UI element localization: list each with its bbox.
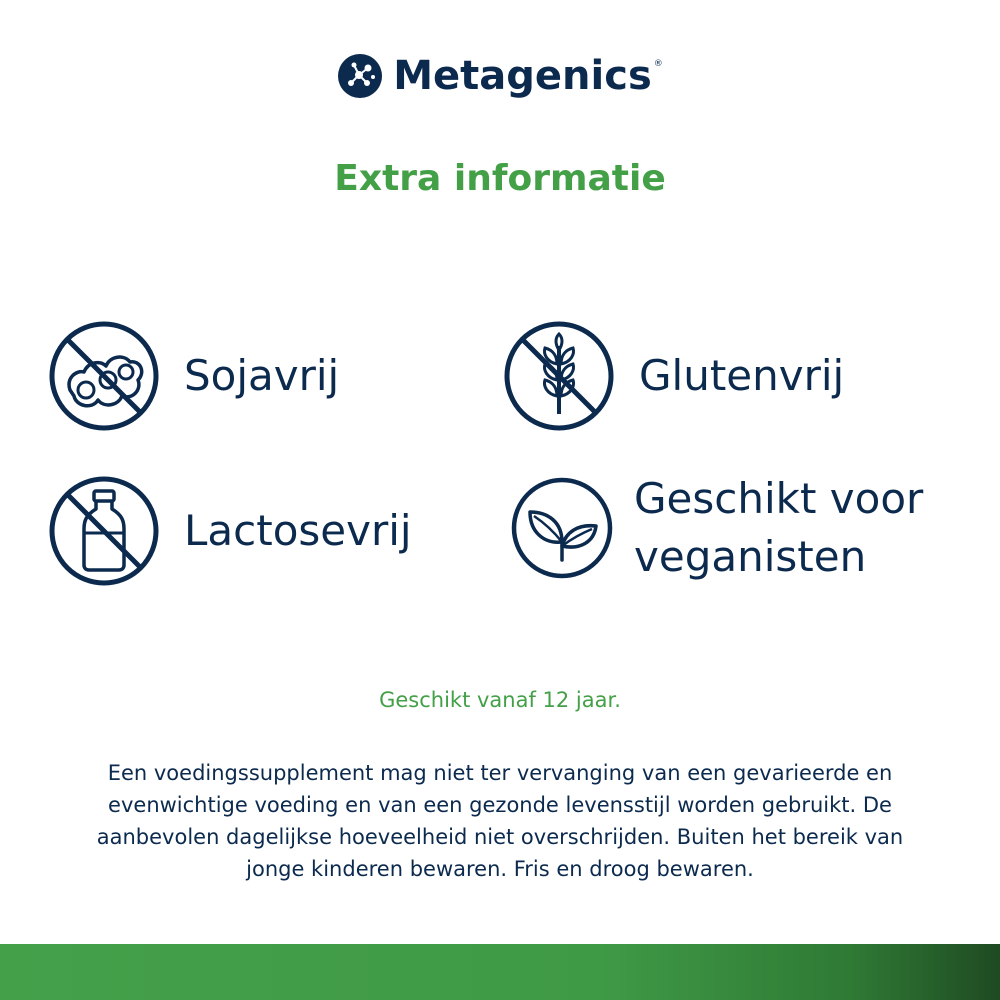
feature-label: Lactosevrij xyxy=(184,506,412,555)
vegan-leaf-icon xyxy=(510,476,614,580)
feature-label-line: Geschikt voor xyxy=(634,474,924,523)
no-soy-icon xyxy=(48,320,160,432)
feature-lactose-free xyxy=(48,475,412,587)
brand-logo xyxy=(0,50,1000,102)
no-lactose-icon xyxy=(48,475,160,587)
feature-soy-free xyxy=(48,320,339,432)
molecule-logo-icon xyxy=(337,53,383,99)
feature-label: Glutenvrij xyxy=(639,351,845,400)
feature-label: Sojavrij xyxy=(184,351,340,400)
brand-name: Metagenics xyxy=(393,53,652,99)
feature-label-line: veganisten xyxy=(634,532,867,581)
registered-mark: ® xyxy=(653,59,663,69)
feature-gluten-free xyxy=(503,320,844,432)
no-gluten-icon xyxy=(503,320,615,432)
footer-bar xyxy=(0,944,1000,1000)
feature-vegan xyxy=(510,470,923,586)
disclaimer-text: Een voedingssupplement mag niet ter vervanging van een gevarieerde en evenwichtige voeding en van een gezonde levensstijl worden gebruikt. De aanbevolen dagelijkse hoeveelheid niet overschrijden. Buiten het bereik van jonge kinderen bewaren. Fris en droog bewaren. xyxy=(96,761,904,881)
feature-label xyxy=(634,470,923,586)
page-title: Extra informatie xyxy=(334,158,666,199)
age-note: Geschikt vanaf 12 jaar. xyxy=(379,688,621,712)
